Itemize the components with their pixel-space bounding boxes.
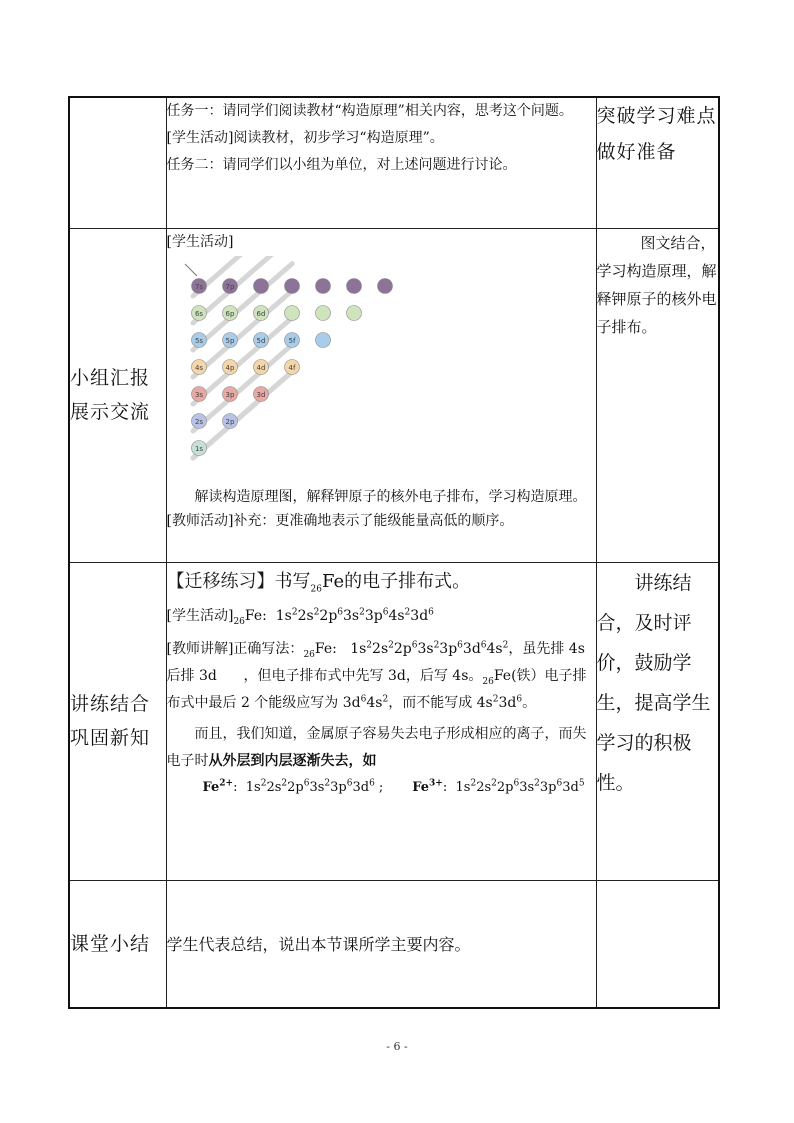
ion-configs: $Fe^{2+}$: $1s^22s^22p^63s^23p^63d^6$ ; $Fe^{3+}$: $1s^22s^22p^63s^23p^63d^5$ — [202, 778, 585, 795]
orbital-label: 4s — [194, 363, 203, 372]
teacher-activity: [教师活动]补充：更准确地表示了能级能量高低的顺序。 — [166, 512, 514, 529]
task-one: 任务一：请同学们阅读教材“构造原理”相关内容，思考这个问题。 — [166, 103, 573, 119]
fe2-charge: 2+ — [219, 778, 234, 789]
group-content — [166, 228, 596, 562]
exercise-bracket: 【迁移练习】 — [166, 570, 275, 592]
line3-d: ，而不能写成 4s — [388, 694, 493, 711]
orbital-label: 5s — [194, 336, 203, 345]
orbital-circle — [346, 278, 361, 293]
task-student-activity: [学生活动]阅读教材，初步学习“构造原理”。 — [166, 130, 444, 146]
orbital-circle — [315, 305, 330, 320]
row-summary — [69, 880, 719, 1008]
intent-cell-2 — [596, 228, 719, 562]
lesson-table — [68, 96, 720, 1009]
row-practice — [69, 562, 719, 880]
orbital-circle — [315, 332, 330, 347]
task-content — [166, 97, 596, 228]
orbital-label: 2p — [225, 417, 234, 426]
intent-cell-3 — [596, 562, 719, 880]
stage-cell-1 — [69, 97, 166, 228]
practice-content — [166, 562, 596, 880]
ion-paragraph — [167, 721, 596, 775]
summary-content: 学生代表总结，说出本节课所学主要内容。 — [166, 880, 596, 1008]
row-task — [69, 97, 719, 228]
line3-a: ，虽先排 4s 后排 3d — [166, 640, 585, 684]
row-group-report — [69, 228, 719, 562]
orbital-label: 6s — [194, 309, 203, 318]
intent-cell-1: 突破学习难点做好准备 — [596, 97, 719, 228]
fe3-charge: 3+ — [429, 778, 443, 789]
stage-cell-3: 讲练结合巩固新知 — [69, 562, 166, 880]
orbital-circle — [346, 305, 361, 320]
diagonal-guide — [193, 256, 292, 323]
student-answer: [学生活动]$_{26}Fe$: $1s^22s^22p^63s^23p^64s^23d^6$ — [166, 606, 434, 627]
orbital-circle — [284, 305, 299, 320]
orbital-label: 6d — [256, 309, 265, 318]
orbital-label: 5p — [225, 336, 234, 345]
teacher-explanation: [教师讲解]正确写法：$_{26}$Fe: $1s^22s^22p^63s^23p^63d^64s^2$，虽先排 4s 后排 3d ，但电子排布式中先写 3d，后写 4s。$_{26}$Fe(铁）电子排布式中最后 2 个能级应写为 $3d^64s^2$，而不能写成 $4s^23d^6$。 — [166, 639, 587, 711]
orbital-label: 7s — [194, 282, 203, 291]
orbital-label: 7p — [225, 282, 234, 291]
stage-cell-2: 小组汇报展示交流 — [69, 228, 166, 562]
line3-c: (铁）电子排布式中最后 2 个能级应写为 3d — [166, 667, 587, 711]
orbital-label: 6p — [225, 309, 234, 318]
orbital-label: 2s — [194, 417, 203, 426]
task-two: 任务二：请同学们以小组为单位，对上述问题进行讨论。 — [166, 157, 517, 173]
orbital-label: 4d — [256, 363, 265, 372]
exercise-post: 的电子排布式。 — [344, 570, 471, 592]
orbital-label: 5d — [256, 336, 265, 345]
orbital-circle — [284, 278, 299, 293]
student-activity-label: [学生活动] — [166, 233, 234, 250]
orbital-label: 3d — [256, 390, 265, 399]
orbital-label: 3p — [225, 390, 234, 399]
exercise-sub: 26 — [310, 584, 322, 595]
exercise-pre: 书写 — [274, 570, 311, 592]
exercise-element: Fe — [321, 570, 345, 592]
arrow-icon — [185, 264, 197, 276]
transfer-exercise — [167, 567, 596, 597]
orbital-label: 5f — [288, 336, 295, 345]
orbital-circle — [253, 278, 268, 293]
orbital-label: 1s — [194, 444, 203, 453]
teacher-label: [教师讲解]正确写法： — [166, 640, 304, 657]
orbital-label: 4p — [225, 363, 234, 372]
para2-b: 从外层到内层逐渐失去，如 — [208, 752, 377, 769]
fe3-label: Fe — [412, 779, 430, 795]
orbital-circle — [315, 278, 330, 293]
intent-2-text: 图文结合，学习构造原理，解释钾原子的核外电子排布。 — [596, 233, 717, 336]
orbital-label: 3s — [194, 390, 203, 399]
orbital-circle — [377, 278, 392, 293]
line3-b: ，但电子排布式中先写 3d，后写 4s。 — [243, 667, 483, 684]
aufbau-diagram — [167, 256, 407, 476]
student-label: [学生活动] — [166, 607, 234, 624]
orbital-label: 4f — [288, 363, 295, 372]
intent-3-text: 讲练结合，及时评价，鼓励学生，提高学生学习的积极性。 — [596, 571, 711, 794]
stage-cell-4: 课堂小结 — [69, 880, 166, 1008]
para2-a: 而且，我们知道，金属原子容易失去电子形成相应的离子，而失电子时 — [166, 725, 587, 769]
page-number: - 6 - — [386, 1040, 408, 1053]
fe2-label: Fe — [202, 779, 220, 795]
diagram-caption: 解读构造原理图，解释钾原子的核外电子排布，学习构造原理。 — [194, 488, 587, 505]
intent-cell-4 — [596, 880, 719, 1008]
